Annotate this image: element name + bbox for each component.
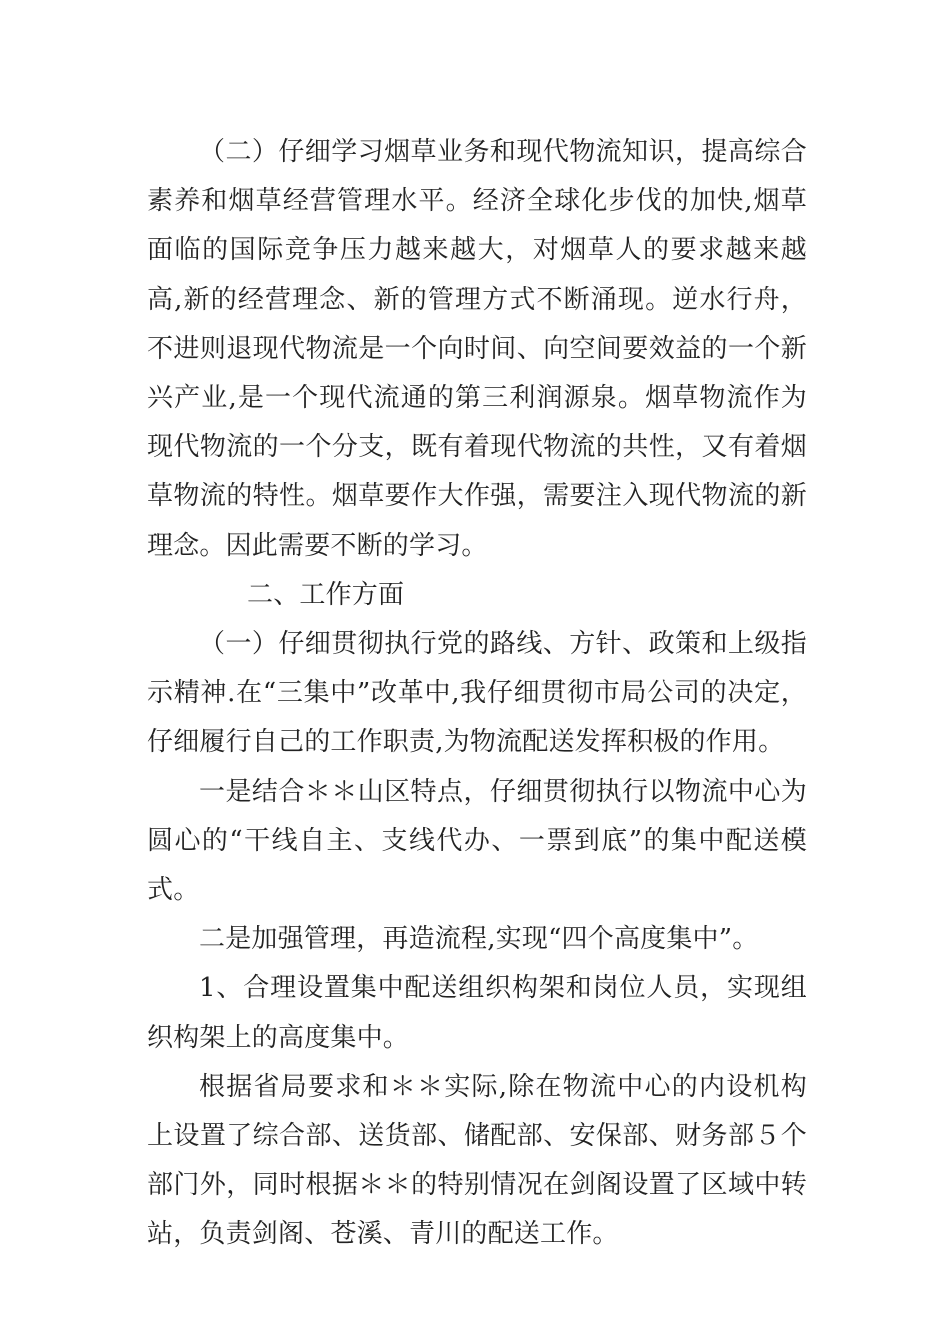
paragraph-study: （二）仔细学习烟草业务和现代物流知识，提高综合素养和烟草经营管理水平。经济全球化步伐的加快,烟草面临的国际竞争压力越来越大，对烟草人的要求越来越高,新的经营理念、新的管理方式不断涌现。逆水行舟，不进则退现代物流是一个向时间、向空间要效益的一个新兴产业,是一个现代流通的第三利润源泉。烟草物流作为现代物流的一个分支，既有着现代物流的共性，又有着烟草物流的特性。烟草要作大作强，需要注入现代物流的新理念。因此需要不断的学习。 bbox=[147, 137, 807, 561]
paragraph-policy: （一）仔细贯彻执行党的路线、方针、政策和上级指示精神.在“三集中”改革中,我仔细贯彻市局公司的决定，仔细履行自己的工作职责,为物流配送发挥积极的作用。 bbox=[147, 629, 807, 758]
paragraph-departments: 根据省局要求和＊＊实际,除在物流中心的内设机构上设置了综合部、送货部、储配部、安保部、财务部５个部门外，同时根据＊＊的特别情况在剑阁设置了区域中转站，负责剑阁、苍溪、青川的配送工作。 bbox=[147, 1071, 807, 1250]
paragraph-management: 二是加强管理，再造流程,实现“四个高度集中”。 bbox=[199, 924, 759, 955]
section-heading-work: 二、工作方面 bbox=[247, 579, 405, 610]
paragraph-mountain-area: 一是结合＊＊山区特点，仔细贯彻执行以物流中心为圆心的“干线自主、支线代办、一票到底”的集中配送模式。 bbox=[147, 776, 807, 906]
paragraph-organization: 1、合理设置集中配送组织构架和岗位人员，实现组织构架上的高度集中。 bbox=[147, 973, 807, 1053]
document-body bbox=[147, 128, 807, 1260]
